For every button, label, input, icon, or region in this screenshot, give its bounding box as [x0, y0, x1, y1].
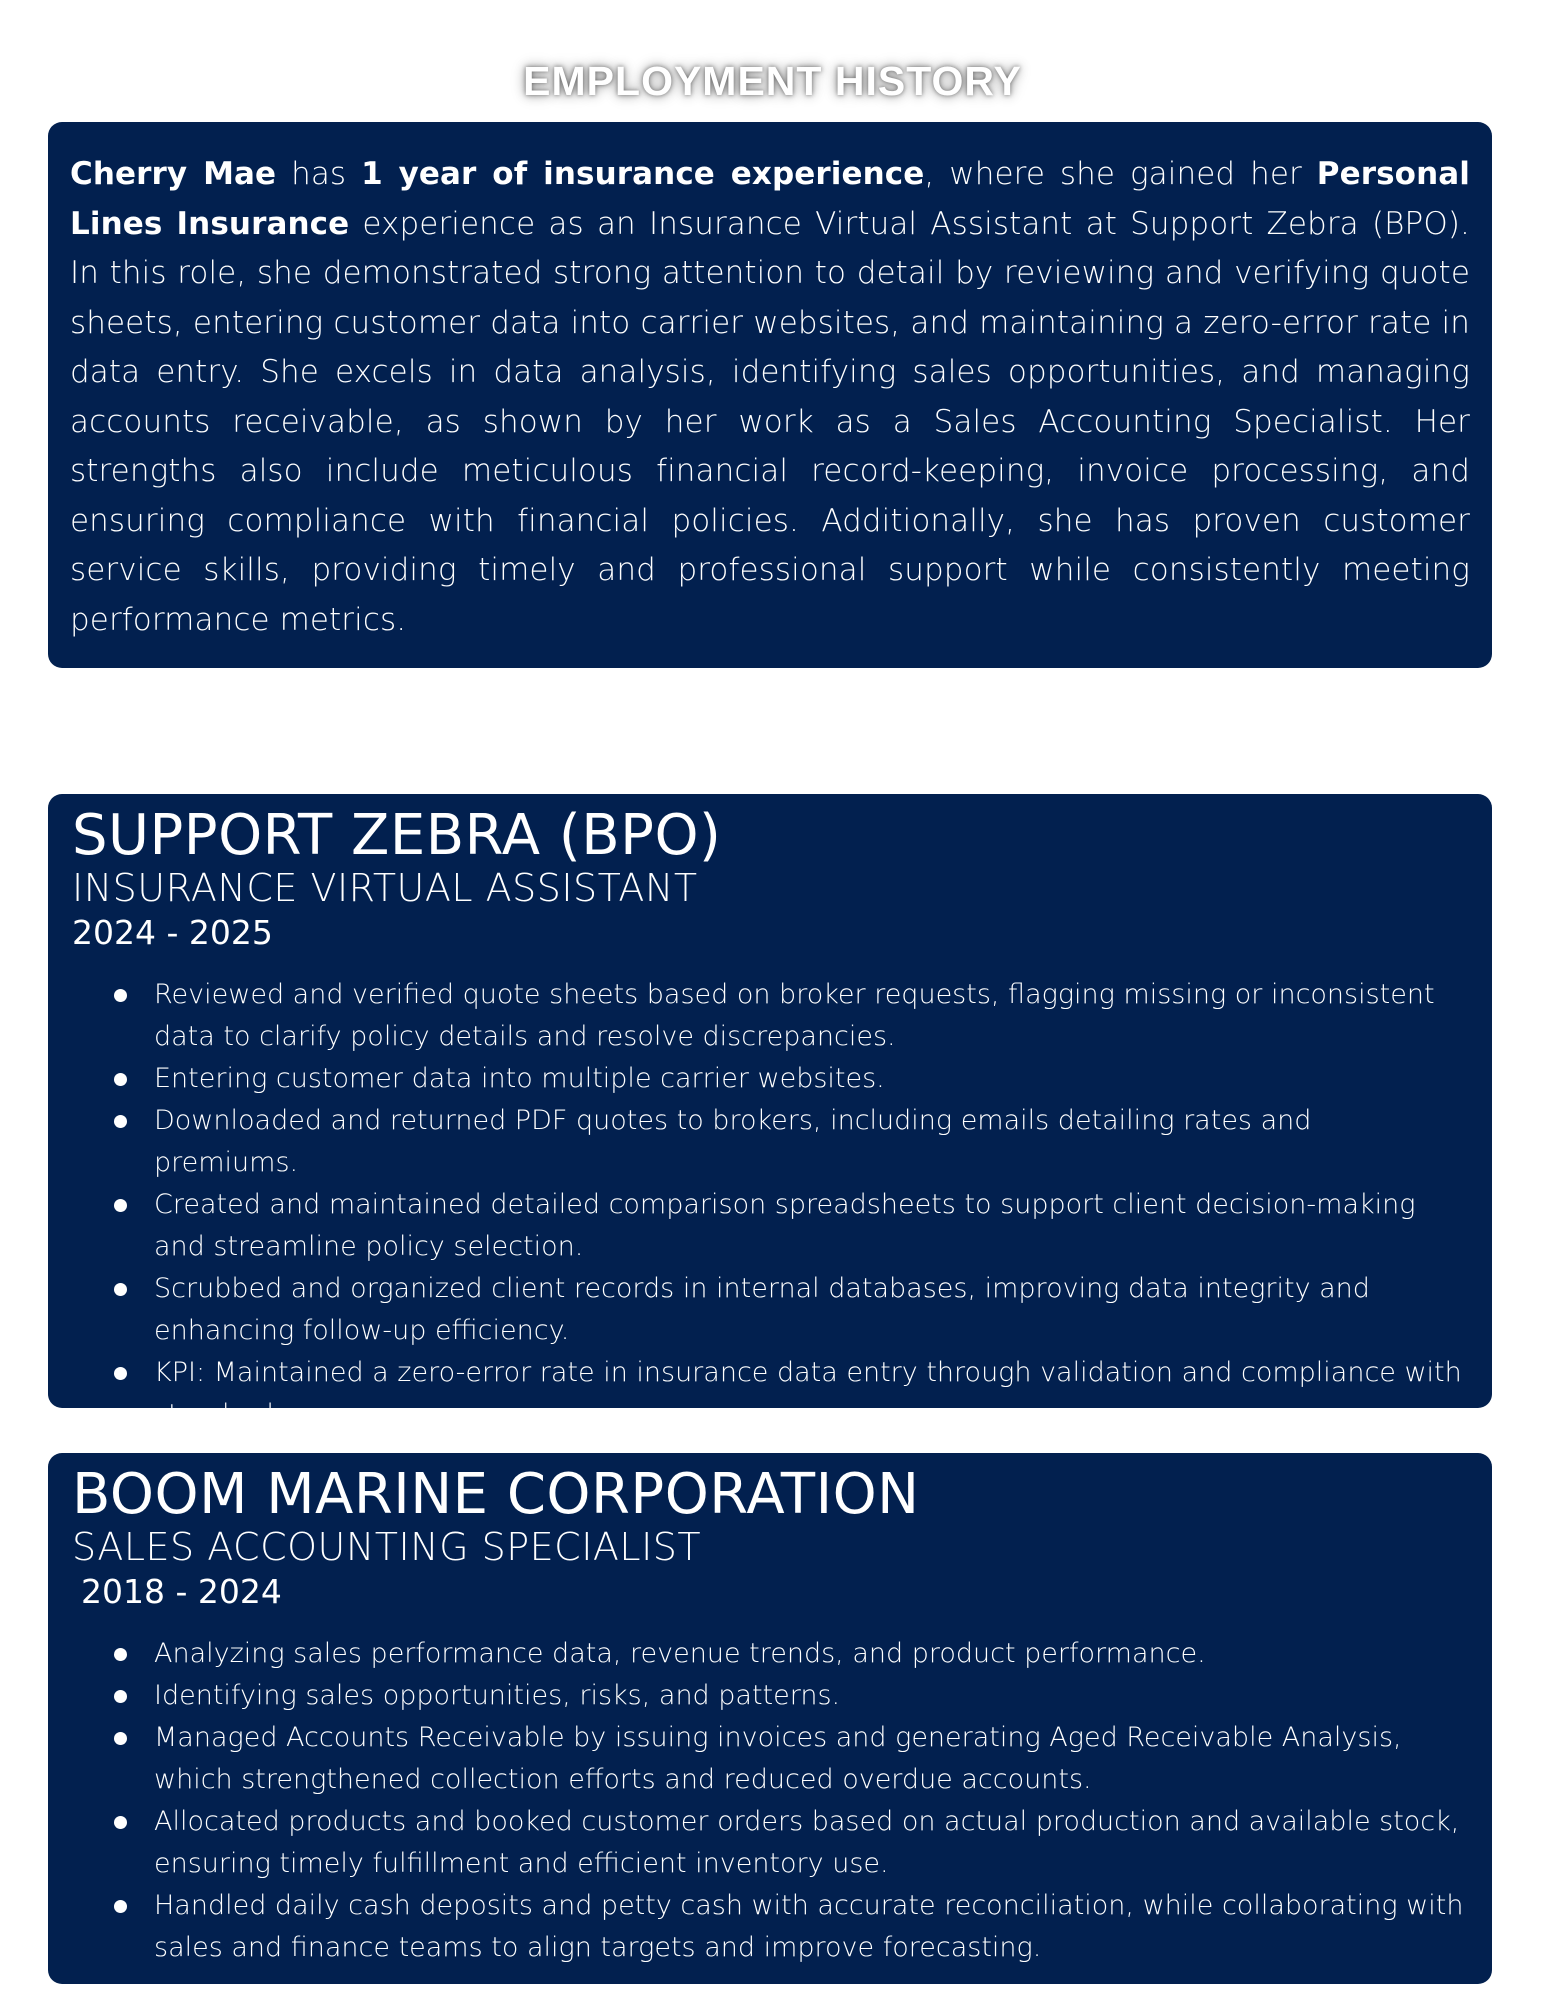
summary-fragment: experience as an Insurance Virtual Assistant at Support Zebra (BPO). In this role, she demonstrated strong attention to detail by reviewing and verifying quote sheets, entering customer data into carrier websites, and maintaining a zero-error rate in data entry. She excels in data analysis, identifying sales opportunities, and managing accounts receivable, as shown by her work as a Sales Accounting Specialist. Her strengths also include meticulous financial record-keeping, invoice processing, and ensuring compliance with financial policies. Additionally, she has proven customer service skills, providing timely and professional support while consistently meeting performance metrics.: [70, 205, 1470, 638]
duty-text: Identifying sales opportunities, risks, and patterns.: [154, 1680, 841, 1711]
insurance-line-highlight: Personal Lines Insurance: [70, 156, 1470, 242]
duty-item: [130, 1675, 1464, 1717]
duty-item: [130, 1184, 1464, 1268]
duty-text: KPI: Maintained a zero-error rate in insurance data entry through validation and compliance with standard processes.: [154, 1357, 1462, 1430]
duty-text: Managed Accounts Receivable by issuing invoices and generating Aged Receivable Analysis, which strengthened collection efforts and reduced overdue accounts.: [154, 1722, 1402, 1795]
bullet-icon: [114, 1816, 127, 1829]
employment-years: 2018 - 2024: [81, 1572, 282, 1611]
bullet-icon: [114, 1900, 127, 1913]
bullet-icon: [114, 1648, 127, 1661]
duty-item: [130, 1885, 1464, 1969]
company-name: SUPPORT ZEBRA (BPO): [72, 803, 722, 868]
job-title: SALES ACCOUNTING SPECIALIST: [72, 1525, 702, 1569]
duties-list: [72, 974, 1464, 1436]
duties-list: [72, 1633, 1464, 1969]
bullet-icon: [114, 1115, 127, 1128]
job-title: INSURANCE VIRTUAL ASSISTANT: [72, 866, 698, 910]
duty-text: Entering customer data into multiple carrier websites.: [154, 1063, 885, 1094]
duty-item: [130, 1633, 1464, 1675]
duty-item: [130, 1058, 1464, 1100]
duty-item: [130, 1268, 1464, 1352]
duty-item: [130, 974, 1464, 1058]
bullet-icon: [114, 1199, 127, 1212]
bullet-icon: [114, 1283, 127, 1296]
duty-item: [130, 1352, 1464, 1436]
duty-text: Scrubbed and organized client records in internal databases, improving data integrity and enhancing follow-up efficiency.: [154, 1273, 1370, 1346]
duty-text: Allocated products and booked customer orders based on actual production and available stock, ensuring timely fulfillment and efficient inventory use.: [154, 1806, 1460, 1879]
duty-text: Downloaded and returned PDF quotes to brokers, including emails detailing rates and premiums.: [154, 1105, 1312, 1178]
bullet-icon: [114, 1073, 127, 1086]
duty-item: [130, 1801, 1464, 1885]
bullet-icon: [114, 1732, 127, 1745]
bullet-icon: [114, 989, 127, 1002]
company-name: BOOM MARINE CORPORATION: [72, 1462, 920, 1527]
summary-fragment: has: [276, 156, 362, 192]
duty-text: Reviewed and verified quote sheets based on broker requests, flagging missing or inconsistent data to clarify policy details and resolve discrepancies.: [154, 979, 1435, 1052]
bullet-icon: [114, 1367, 127, 1380]
summary-fragment: , where she gained her: [924, 156, 1317, 192]
experience-highlight: 1 year of insurance experience: [361, 156, 925, 192]
duty-text: Created and maintained detailed comparison spreadsheets to support client decision-making and streamline policy selection.: [154, 1189, 1416, 1262]
summary-card: [48, 122, 1492, 668]
job-card-support-zebra: [48, 794, 1492, 1430]
employment-years: 2024 - 2025: [72, 913, 273, 952]
summary-text: [70, 150, 1470, 645]
duty-text: Handled daily cash deposits and petty cash with accurate reconciliation, while collaborating with sales and finance teams to align targets and improve forecasting.: [154, 1890, 1464, 1963]
section-title: EMPLOYMENT HISTORY: [523, 58, 1022, 104]
candidate-name: Cherry Mae: [70, 156, 277, 192]
job-card-boom-marine: [48, 1453, 1492, 1984]
duty-item: [130, 1100, 1464, 1184]
bullet-icon: [114, 1690, 127, 1703]
duty-item: [130, 1717, 1464, 1801]
duty-text: Analyzing sales performance data, revenue trends, and product performance.: [154, 1638, 1206, 1669]
